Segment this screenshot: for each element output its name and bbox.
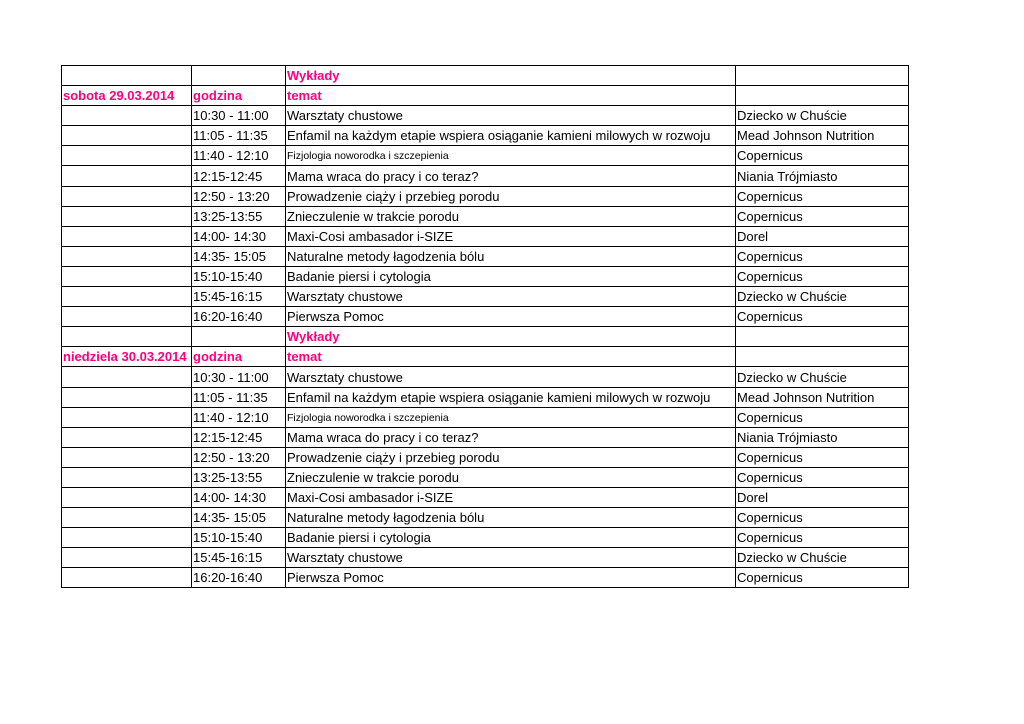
session-row xyxy=(62,146,909,166)
empty-cell xyxy=(62,66,192,86)
empty-cell xyxy=(62,387,192,407)
empty-cell xyxy=(62,146,192,166)
empty-cell xyxy=(62,447,192,467)
day-label: niedziela 30.03.2014 xyxy=(62,347,192,367)
session-row xyxy=(62,427,909,447)
session-topic: Naturalne metody łagodzenia bólu xyxy=(286,508,736,528)
empty-cell xyxy=(736,66,909,86)
session-organizer: Copernicus xyxy=(736,508,909,528)
day-header-row xyxy=(62,347,909,367)
session-row xyxy=(62,307,909,327)
session-time: 11:05 - 11:35 xyxy=(192,126,286,146)
session-row xyxy=(62,287,909,307)
session-row xyxy=(62,467,909,487)
session-row xyxy=(62,226,909,246)
session-topic: Fizjologia noworodka i szczepienia xyxy=(286,146,736,166)
session-topic: Fizjologia noworodka i szczepienia xyxy=(286,407,736,427)
empty-cell xyxy=(62,528,192,548)
time-header: godzina xyxy=(192,86,286,106)
empty-cell xyxy=(62,367,192,387)
empty-cell xyxy=(62,327,192,347)
session-row xyxy=(62,246,909,266)
session-time: 15:10-15:40 xyxy=(192,266,286,286)
session-time: 10:30 - 11:00 xyxy=(192,367,286,387)
session-row xyxy=(62,528,909,548)
session-topic: Mama wraca do pracy i co teraz? xyxy=(286,166,736,186)
day-header-row xyxy=(62,86,909,106)
empty-cell xyxy=(62,226,192,246)
session-time: 11:05 - 11:35 xyxy=(192,387,286,407)
session-row xyxy=(62,447,909,467)
empty-cell xyxy=(62,266,192,286)
day-label: sobota 29.03.2014 xyxy=(62,86,192,106)
session-row xyxy=(62,206,909,226)
session-topic: Badanie piersi i cytologia xyxy=(286,266,736,286)
session-organizer: Mead Johnson Nutrition xyxy=(736,387,909,407)
session-organizer: Dorel xyxy=(736,226,909,246)
empty-cell xyxy=(62,307,192,327)
session-topic: Badanie piersi i cytologia xyxy=(286,528,736,548)
section-header-row xyxy=(62,327,909,347)
session-row xyxy=(62,508,909,528)
session-time: 14:35- 15:05 xyxy=(192,508,286,528)
empty-cell xyxy=(62,126,192,146)
session-time: 15:45-16:15 xyxy=(192,548,286,568)
session-row xyxy=(62,387,909,407)
session-time: 14:00- 14:30 xyxy=(192,226,286,246)
session-row xyxy=(62,126,909,146)
empty-cell xyxy=(62,508,192,528)
session-time: 16:20-16:40 xyxy=(192,307,286,327)
empty-cell xyxy=(62,427,192,447)
empty-cell xyxy=(62,206,192,226)
empty-cell xyxy=(62,568,192,588)
session-time: 16:20-16:40 xyxy=(192,568,286,588)
session-topic: Warsztaty chustowe xyxy=(286,106,736,126)
empty-cell xyxy=(62,487,192,507)
session-topic: Znieczulenie w trakcie porodu xyxy=(286,206,736,226)
session-time: 13:25-13:55 xyxy=(192,206,286,226)
topic-header: temat xyxy=(286,86,736,106)
session-time: 12:15-12:45 xyxy=(192,166,286,186)
session-organizer: Dziecko w Chuście xyxy=(736,367,909,387)
session-time: 11:40 - 12:10 xyxy=(192,407,286,427)
session-topic: Maxi-Cosi ambasador i-SIZE xyxy=(286,226,736,246)
session-organizer: Copernicus xyxy=(736,528,909,548)
session-topic: Pierwsza Pomoc xyxy=(286,568,736,588)
session-organizer: Copernicus xyxy=(736,246,909,266)
session-time: 12:15-12:45 xyxy=(192,427,286,447)
session-organizer: Copernicus xyxy=(736,146,909,166)
empty-cell xyxy=(192,66,286,86)
topic-header: temat xyxy=(286,347,736,367)
session-time: 13:25-13:55 xyxy=(192,467,286,487)
session-organizer: Dorel xyxy=(736,487,909,507)
schedule-body xyxy=(62,66,909,588)
session-time: 14:00- 14:30 xyxy=(192,487,286,507)
session-time: 10:30 - 11:00 xyxy=(192,106,286,126)
schedule-table xyxy=(61,65,909,588)
empty-cell xyxy=(62,287,192,307)
empty-cell xyxy=(62,246,192,266)
session-topic: Znieczulenie w trakcie porodu xyxy=(286,467,736,487)
session-organizer: Dziecko w Chuście xyxy=(736,287,909,307)
empty-cell xyxy=(62,407,192,427)
empty-cell xyxy=(62,166,192,186)
session-organizer: Copernicus xyxy=(736,467,909,487)
session-time: 15:45-16:15 xyxy=(192,287,286,307)
empty-cell xyxy=(736,327,909,347)
session-topic: Enfamil na każdym etapie wspiera osiąganie kamieni milowych w rozwoju xyxy=(286,387,736,407)
session-time: 12:50 - 13:20 xyxy=(192,186,286,206)
session-time: 12:50 - 13:20 xyxy=(192,447,286,467)
session-organizer: Copernicus xyxy=(736,447,909,467)
session-topic: Prowadzenie ciąży i przebieg porodu xyxy=(286,186,736,206)
session-time: 15:10-15:40 xyxy=(192,528,286,548)
session-row xyxy=(62,186,909,206)
empty-cell xyxy=(192,327,286,347)
session-organizer: Copernicus xyxy=(736,206,909,226)
session-row xyxy=(62,568,909,588)
session-row xyxy=(62,548,909,568)
session-time: 11:40 - 12:10 xyxy=(192,146,286,166)
session-topic: Mama wraca do pracy i co teraz? xyxy=(286,427,736,447)
empty-cell xyxy=(736,347,909,367)
session-organizer: Dziecko w Chuście xyxy=(736,106,909,126)
session-row xyxy=(62,266,909,286)
session-organizer: Copernicus xyxy=(736,568,909,588)
empty-cell xyxy=(62,467,192,487)
session-topic: Pierwsza Pomoc xyxy=(286,307,736,327)
empty-cell xyxy=(62,548,192,568)
session-organizer: Dziecko w Chuście xyxy=(736,548,909,568)
section-header-row xyxy=(62,66,909,86)
session-topic: Warsztaty chustowe xyxy=(286,367,736,387)
session-organizer: Copernicus xyxy=(736,266,909,286)
session-topic: Warsztaty chustowe xyxy=(286,287,736,307)
session-organizer: Copernicus xyxy=(736,186,909,206)
session-topic: Naturalne metody łagodzenia bólu xyxy=(286,246,736,266)
session-row xyxy=(62,106,909,126)
session-topic: Prowadzenie ciąży i przebieg porodu xyxy=(286,447,736,467)
session-topic: Warsztaty chustowe xyxy=(286,548,736,568)
session-time: 14:35- 15:05 xyxy=(192,246,286,266)
session-row xyxy=(62,367,909,387)
session-organizer: Mead Johnson Nutrition xyxy=(736,126,909,146)
session-organizer: Copernicus xyxy=(736,407,909,427)
time-header: godzina xyxy=(192,347,286,367)
session-topic: Maxi-Cosi ambasador i-SIZE xyxy=(286,487,736,507)
empty-cell xyxy=(62,186,192,206)
session-row xyxy=(62,166,909,186)
session-organizer: Copernicus xyxy=(736,307,909,327)
session-organizer: Niania Trójmiasto xyxy=(736,427,909,447)
session-row xyxy=(62,407,909,427)
session-organizer: Niania Trójmiasto xyxy=(736,166,909,186)
section-label: Wykłady xyxy=(286,327,736,347)
session-row xyxy=(62,487,909,507)
empty-cell xyxy=(62,106,192,126)
session-topic: Enfamil na każdym etapie wspiera osiąganie kamieni milowych w rozwoju xyxy=(286,126,736,146)
empty-cell xyxy=(736,86,909,106)
section-label: Wykłady xyxy=(286,66,736,86)
